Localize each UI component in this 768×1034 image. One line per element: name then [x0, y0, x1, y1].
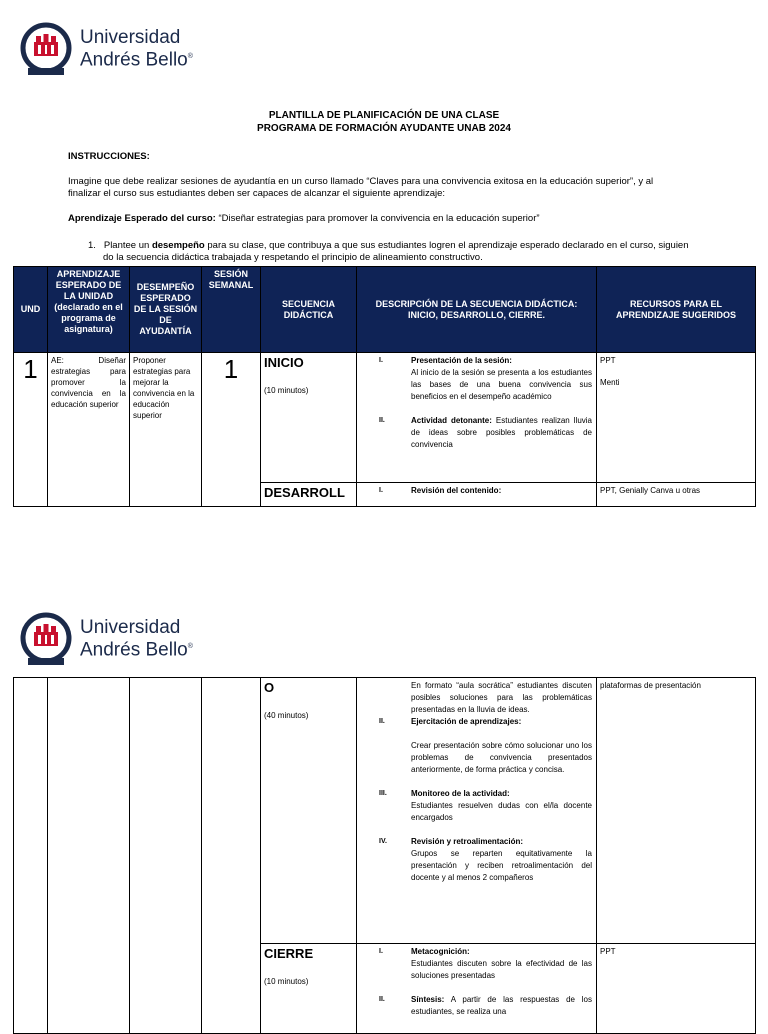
cierre-i-num: I. [379, 948, 383, 955]
inicio-ii-title: Actividad detonante: [411, 416, 492, 425]
cell-desempeno-cont [130, 678, 202, 1034]
cell-desarrollo-cont [261, 678, 357, 944]
para-line-1: Imagine que debe realizar sesiones de ayudantía en un curso llamado “Claves para una convivencia exitosa en la educación superior”, y al [68, 176, 654, 187]
cell-sesion: 1 [202, 353, 261, 507]
header-recursos: RECURSOS PARA EL APRENDIZAJE SUGERIDOS [597, 267, 756, 353]
cierre-ii-title: Síntesis: [411, 995, 445, 1004]
university-logo [20, 22, 193, 76]
logo-registered: ® [187, 643, 193, 651]
doc-title [0, 109, 768, 135]
desarrollo-ii-text: Crear presentación sobre cómo solucionar uno los problemas de convivencia presentados anteriormente, de forma práctica y concisa. [411, 741, 592, 774]
cierre-ii-text: A partir de las respuestas de los estudiantes, se realiza una [411, 995, 592, 1016]
page-2 [0, 600, 768, 1024]
logo-wordmark [80, 28, 193, 69]
phase-desarrollo: DESARROLL [264, 485, 345, 500]
mins-inicio: (10 minutos) [264, 386, 309, 395]
desarrollo-iv-text: Grupos se reparten equitativamente la presentación y reciben retroalimentación del docente y al menos 2 compañeros [411, 849, 592, 882]
desarrollo-iii-title: Monitoreo de la actividad: [411, 789, 510, 798]
cell-desarrollo-recursos: PPT, Genially Canva u otras [597, 483, 756, 507]
logo-line-1: Universidad [80, 27, 181, 49]
inicio-i-title: Presentación de la sesión: [411, 356, 512, 365]
inicio-ii-num: II. [379, 417, 385, 424]
header-secuencia: SECUENCIA DIDÁCTICA [261, 267, 357, 353]
unab-emblem-icon [20, 612, 72, 666]
logo-line-1: Universidad [80, 617, 181, 639]
unab-emblem-icon [20, 22, 72, 76]
phase-cierre: CIERRE [264, 946, 314, 961]
cell-inicio-desc [357, 353, 597, 483]
desarrollo-iii-text: Estudiantes resuelven dudas con el/la docente encargados [411, 801, 592, 822]
cierre-ii-num: II. [379, 996, 385, 1003]
instruction-item-1 [88, 240, 728, 264]
phase-desarrollo-cont: O [264, 680, 275, 695]
header-desempeno: DESEMPEÑO ESPERADO DE LA SESIÓN DE AYUDANTÍA [130, 267, 202, 353]
desarrollo-iv-num: IV. [379, 838, 387, 845]
mins-cierre: (10 minutos) [264, 977, 309, 986]
desarrollo-iii-num: III. [379, 790, 387, 797]
cell-inicio-recursos [597, 353, 756, 483]
cell-und: 1 [14, 353, 48, 507]
planning-table-page-1 [13, 266, 756, 507]
cell-und-cont [14, 678, 48, 1034]
planning-table-page-2 [13, 677, 756, 1034]
learning-outcome-label: Aprendizaje Esperado del curso: [68, 213, 216, 224]
header-aprendizaje: APRENDIZAJE ESPERADO DE LA UNIDAD (declarado en el programa de asignatura) [48, 267, 130, 353]
inicio-rec-2: Menti [600, 378, 620, 387]
cell-desempeno: Proponer estrategias para mejorar la convivencia en la educación superior [130, 353, 202, 507]
item-number: 1. [88, 240, 96, 251]
desarrollo-ii-title: Ejercitación de aprendizajes: [411, 717, 522, 726]
phase-inicio: INICIO [264, 355, 304, 370]
desarrollo-i-num: I. [379, 487, 383, 494]
cell-desarrollo-recursos-cont: plataformas de presentación [597, 678, 756, 944]
desarrollo-iv-title: Revisión y retroalimentación: [411, 837, 524, 846]
cell-cierre-recursos: PPT [597, 944, 756, 1034]
cell-cierre [261, 944, 357, 1034]
cell-sesion-cont [202, 678, 261, 1034]
university-logo-2 [20, 612, 193, 666]
mins-desarrollo: (40 minutos) [264, 711, 309, 720]
header-descripcion: DESCRIPCIÓN DE LA SECUENCIA DIDÁCTICA: INICIO, DESARROLLO, CIERRE. [357, 267, 597, 353]
para-line-2: finalizar el curso sus estudiantes deben ser capaces de alcanzar el siguiente aprendizaje: [68, 188, 446, 199]
inicio-ii-text: Estudiantes realizan lluvia de ideas sobre posibles problemáticas de convivencia [411, 416, 592, 449]
cell-desarrollo-desc [357, 483, 597, 507]
doc-title-line-2: PROGRAMA DE FORMACIÓN AYUDANTE UNAB 2024 [257, 123, 511, 134]
cierre-i-text: Estudiantes discuten sobre la efectividad de las soluciones presentadas [411, 959, 592, 980]
cell-aprendizaje: AE: Diseñar estrategias para promover la convivencia en la educación superior [48, 353, 130, 507]
desarrollo-i-title: Revisión del contenido: [411, 486, 502, 495]
desarrollo-i-text: En formato “aula socrática” estudiantes discuten posibles soluciones para las problemáticas presentadas en la lluvia de ideas. [411, 681, 592, 714]
item-text-bold: desempeño [151, 240, 205, 251]
desarrollo-ii-num: II. [379, 718, 385, 725]
cell-inicio [261, 353, 357, 483]
cell-aprendizaje-cont [48, 678, 130, 1034]
learning-outcome-text: “Diseñar estrategias para promover la convivencia en la educación superior” [215, 213, 540, 224]
cierre-i-title: Metacognición: [411, 947, 470, 956]
inicio-rec-1: PPT [600, 356, 616, 365]
inicio-i-num: I. [379, 357, 383, 364]
item-text-post: para su clase, que contribuya a que sus estudiantes logren el aprendizaje esperado declarado en el curso, siguien [204, 240, 689, 251]
item-text-pre: Plantee un [103, 240, 152, 251]
logo-wordmark-2 [80, 618, 193, 659]
logo-line-2: Andrés Bello [80, 49, 188, 71]
header-und: UND [14, 267, 48, 353]
learning-outcome [68, 213, 540, 225]
item-text-line-2: do la secuencia didáctica trabajada y respetando el principio de alineamiento constructivo. [103, 252, 483, 263]
cell-cierre-desc [357, 944, 597, 1034]
instructions-paragraph [68, 176, 708, 200]
logo-line-2: Andrés Bello [80, 639, 188, 661]
inicio-i-text: Al inicio de la sesión se presenta a los estudiantes las bases de una buena convivencia sus beneficios en el desempeño académico [411, 368, 592, 401]
cell-desarrollo-desc-cont [357, 678, 597, 944]
cell-desarrollo [261, 483, 357, 507]
instructions-label: INSTRUCCIONES: [68, 151, 150, 162]
logo-registered: ® [187, 53, 193, 61]
header-sesion: SESIÓN SEMANAL [202, 267, 261, 353]
doc-title-line-1: PLANTILLA DE PLANIFICACIÓN DE UNA CLASE [268, 110, 500, 121]
